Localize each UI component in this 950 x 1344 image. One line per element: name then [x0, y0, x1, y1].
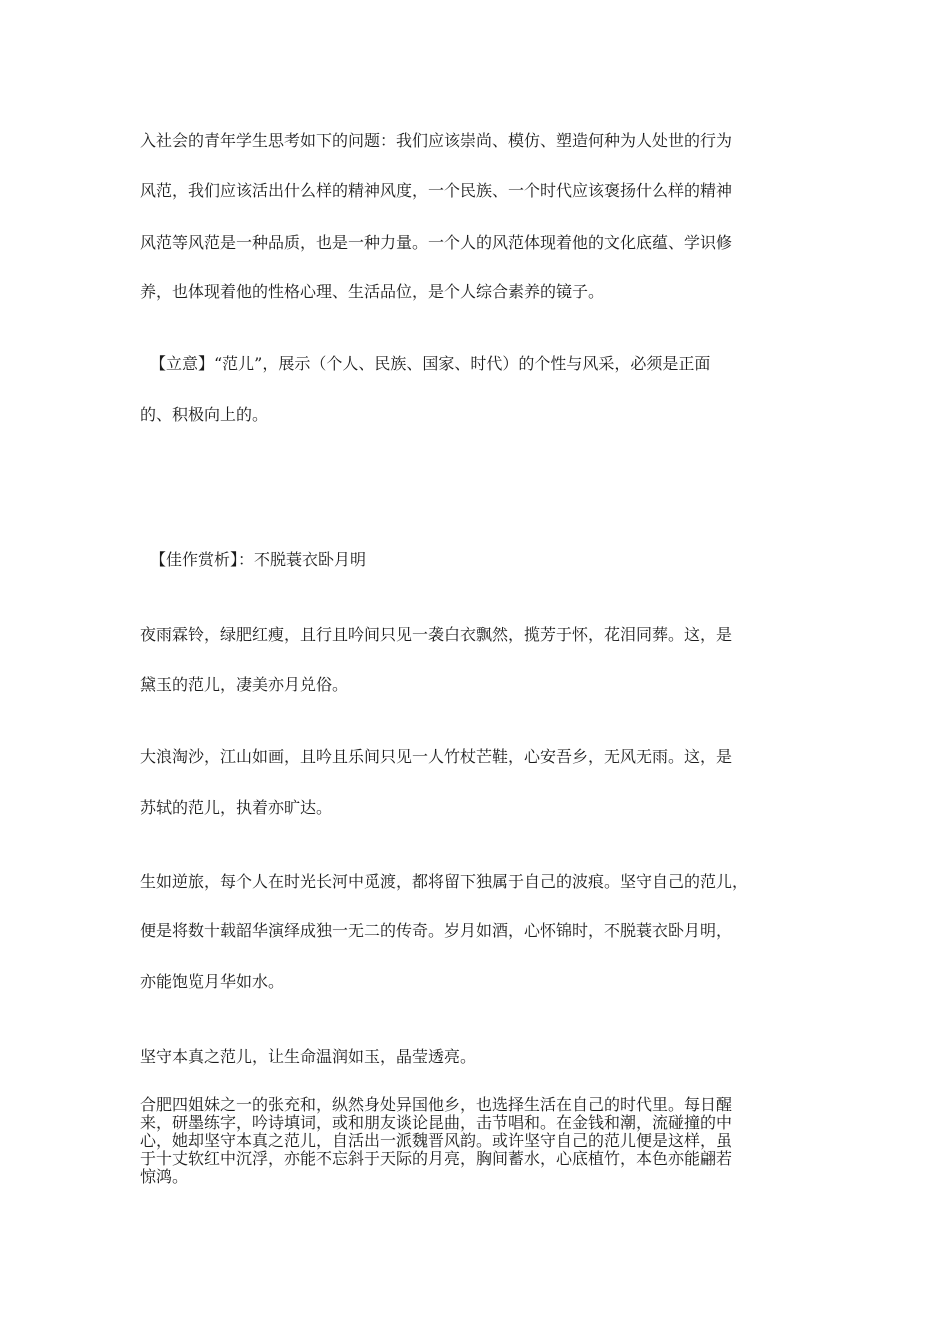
theme-line-1: 【立意】“范儿”，展示（个人、民族、国家、时代）的个性与风采，必须是正面: [150, 354, 711, 373]
essay-heading: 【佳作赏析】：不脱蓑衣卧月明: [150, 550, 367, 569]
para1-line-1: 夜雨霖铃，绿肥红瘦，且行且吟间只见一袭白衣飘然，揽芳于怀，花泪同葬。这，是: [140, 625, 733, 644]
intro-line-1: 入社会的青年学生思考如下的问题：我们应该崇尚、模仿、塑造何种为人处世的行为: [140, 131, 733, 150]
intro-line-2: 风范，我们应该活出什么样的精神风度，一个民族、一个时代应该褒扬什么样的精神: [140, 181, 733, 200]
para4: [140, 1096, 820, 1186]
para1-line-2: 黛玉的范儿，凄美亦月兑俗。: [140, 675, 349, 694]
para4-line-1: 合肥四姐妹之一的张充和，纵然身处异国他乡，也选择生活在自己的时代里。每日醒: [140, 1095, 733, 1114]
para3-line-3: 亦能饱览月华如水。: [140, 972, 285, 991]
para4-line-5: 惊鸿。: [140, 1167, 189, 1186]
para2-line-1: 大浪淘沙，江山如画，且吟且乐间只见一人竹杖芒鞋，心安吾乡，无风无雨。这，是: [140, 747, 733, 766]
para3-line-1: 生如逆旅，每个人在时光长河中觅渡，都将留下独属于自己的波痕。坚守自己的范儿，: [140, 872, 749, 891]
para3-line-2: 便是将数十载韶华演绎成独一无二的传奇。岁月如酒，心怀锦时，不脱蓑衣卧月明，: [140, 921, 733, 940]
para4-line-4: 于十丈软红中沉浮，亦能不忘斜于天际的月亮，胸间蓄水，心底植竹，本色亦能翩若: [140, 1149, 733, 1168]
intro-line-4: 养，也体现着他的性格心理、生活品位，是个人综合素养的镜子。: [140, 282, 605, 301]
subheading: 坚守本真之范儿，让生命温润如玉，晶莹透亮。: [140, 1047, 477, 1066]
theme-line-2: 的、积极向上的。: [140, 405, 269, 424]
para4-line-3: 心，她却坚守本真之范儿，自活出一派魏晋风韵。或许坚守自己的范儿便是这样，虽: [140, 1131, 733, 1150]
para2-line-2: 苏轼的范儿，执着亦旷达。: [140, 798, 333, 817]
para4-line-2: 来，研墨练字，吟诗填词，或和朋友谈论昆曲，击节唱和。在金钱和潮，流碰撞的中: [140, 1113, 733, 1132]
intro-line-3: 风范等风范是一种品质，也是一种力量。一个人的风范体现着他的文化底蕴、学识修: [140, 233, 733, 252]
